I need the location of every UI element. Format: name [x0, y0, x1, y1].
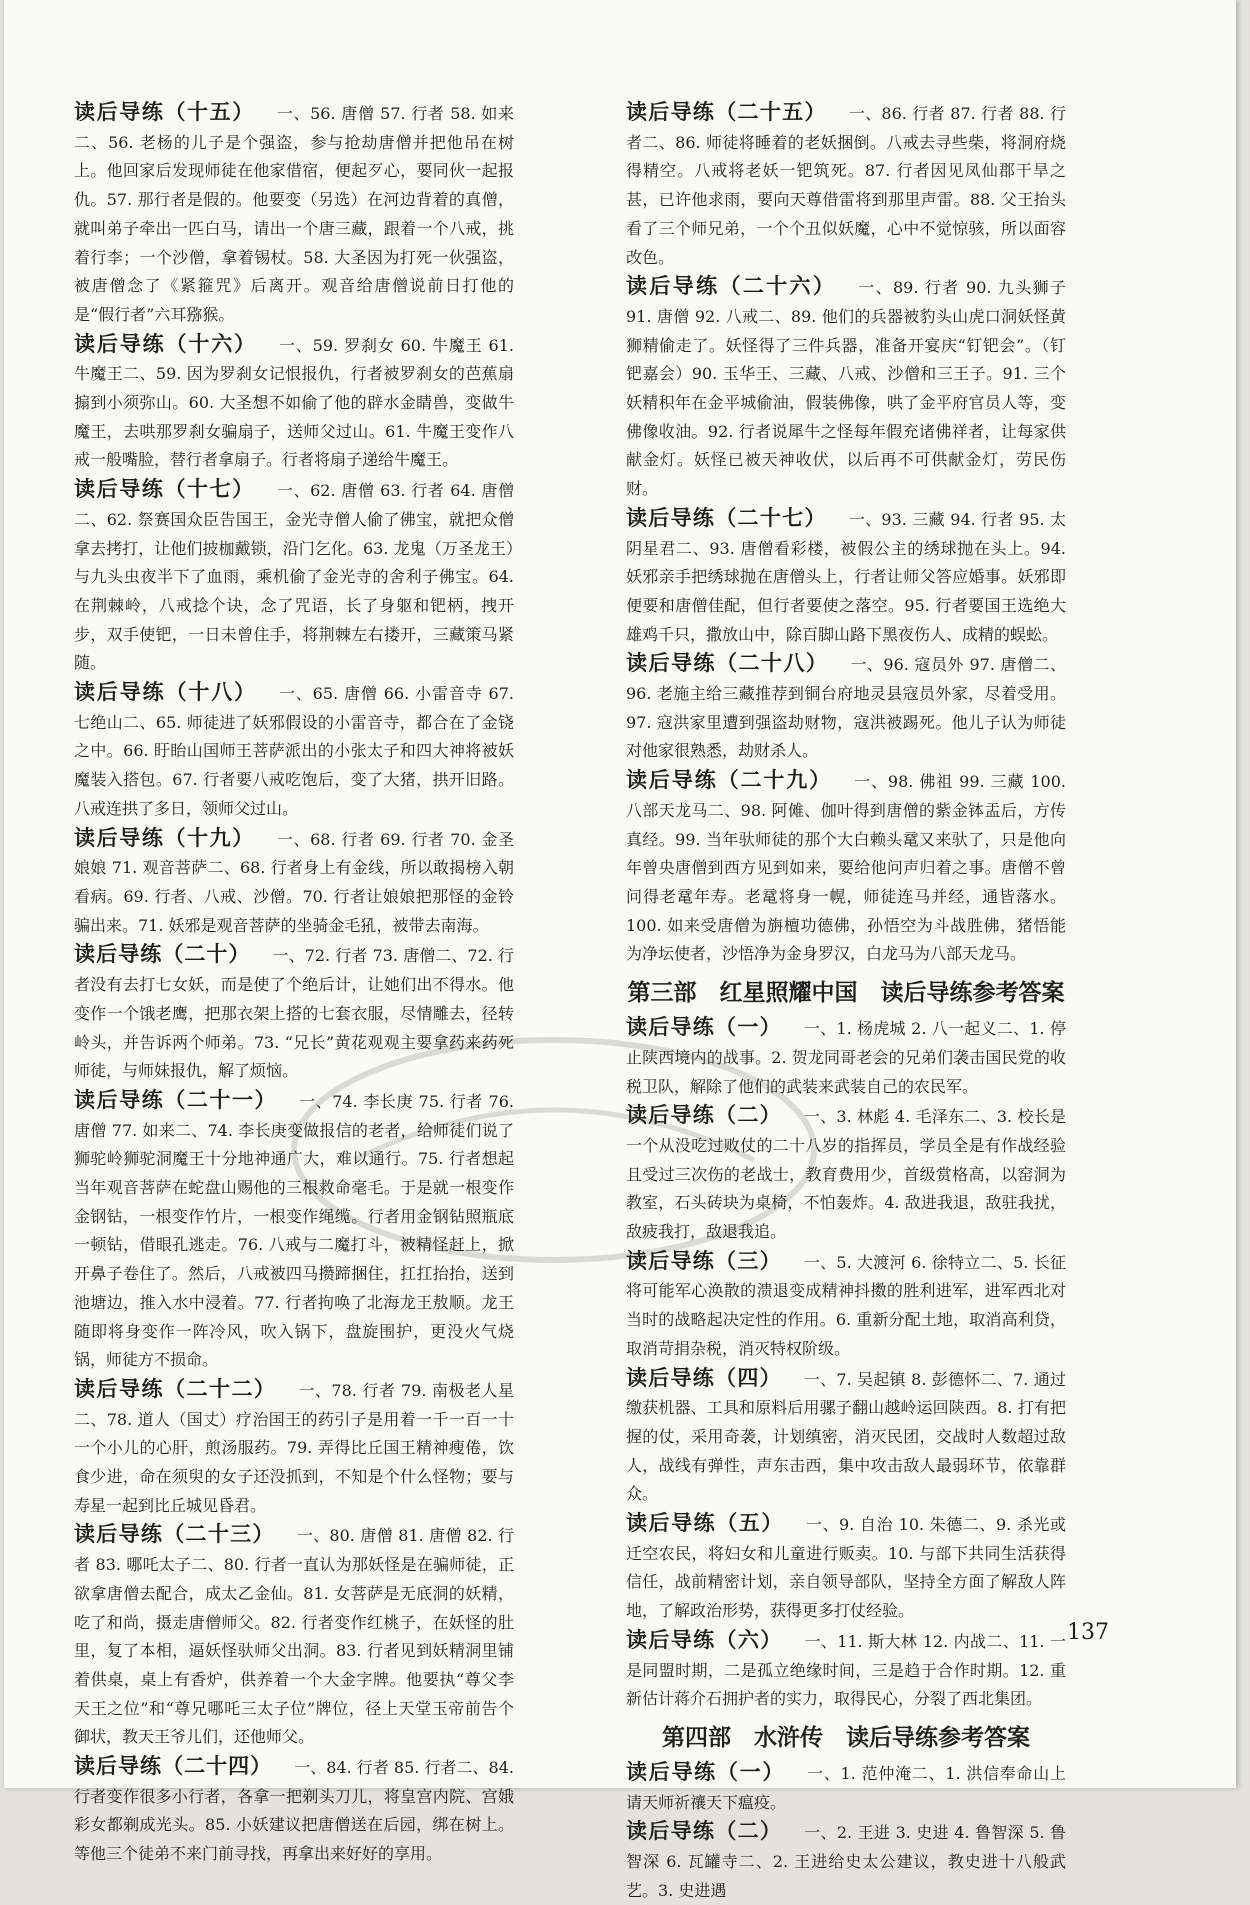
answer-entry — [74, 824, 514, 941]
entry-heading: 读后导练（十九） — [74, 825, 255, 850]
entry-text: 一、62. 唐僧 63. 行者 64. 唐僧二、62. 祭赛国众臣告国王，金光寺僧人偷了佛宝，就把众僧拿去拷打，让他们披枷戴锁，沿门乞化。63. 龙鬼（万圣龙王）与九头虫夜半下了血雨，乘机偷了金光寺的舍利子佛宝。64. 在荆棘岭，八戒捻个诀，念了咒语，长了身躯和钯柄，拽开步，双手使钯，一日未曾住手，将荆棘左右搂开，三藏策马紧随。 — [74, 481, 514, 673]
entry-heading: 读后导练（一） — [626, 1015, 782, 1040]
entry-text: 一、84. 行者 85. 行者二、84. 行者变作很多小行者，各拿一把剃头刀儿，将皇宫内院、宫娥彩女都剃成光头。85. 小妖建议把唐僧送在后园，绑在树上。等他三个徒弟不来门前寻找，再拿出来好好的享用。 — [74, 1758, 514, 1864]
entry-heading: 读后导练（一） — [626, 1759, 786, 1784]
answer-entry — [626, 1364, 1066, 1510]
entry-heading: 读后导练（十六） — [74, 331, 257, 356]
section-title-part3: 第三部 红星照耀中国 读后导练参考答案 — [627, 979, 1065, 1007]
answer-entry — [626, 1626, 1066, 1714]
entry-heading: 读后导练（六） — [626, 1627, 783, 1652]
page-number: 137 — [1067, 1620, 1109, 1645]
left-column — [74, 98, 514, 1869]
entry-text: 一、7. 吴起镇 8. 彭德怀二、7. 通过缴获机器、工具和原料后用骡子翻山越岭运回陕西。8. 打有把握的仗，采用奇袭，计划缜密，消灭民团，交战时人数超过敌人，战线有弹性，声东击西，集中攻击敌人最弱环节，依靠群众。 — [626, 1369, 1066, 1504]
entry-text: 一、98. 佛祖 99. 三藏 100. 八部天龙马二、98. 阿傩、伽叶得到唐僧的紫金钵盂后，方传真经。99. 当年驮师徒的那个大白赖头鼋又来驮了，只是他向年曾央唐僧到西方见到如来，要给他问声归着之事。唐僧不曾问得老鼋年寿。老鼋将身一幌，师徒连马并经，通皆落水。100. 如来受唐僧为旃檀功德佛，孙悟空为斗战胜佛，猪悟能为净坛使者，沙悟净为金身罗汉，白龙马为八部天龙马。 — [626, 772, 1066, 964]
entry-text: 一、89. 行者 90. 九头狮子 91. 唐僧 92. 八戒二、89. 他们的兵器被豹头山虎口洞妖怪黄狮精偷走了。妖怪得了三件兵器，准备开宴庆“钉钯会”。（钉钯嘉会）90. 玉华王、三藏、八戒、沙僧和三王子。91. 三个妖精积年在金平城偷油，假装佛像，哄了金平府官员人等，变佛像收油。92. 行者说犀牛之怪每年假充诸佛祥者，让每家供献金灯。妖怪已被天神收伏，以后再不可供献金灯，劳民伤财。 — [626, 278, 1067, 499]
entry-heading: 读后导练（二十） — [74, 942, 251, 967]
answer-entry — [626, 1101, 1066, 1247]
entry-heading: 读后导练（四） — [626, 1365, 782, 1390]
answer-entry — [74, 330, 514, 476]
entry-text: 一、72. 行者 73. 唐僧二、72. 行者没有去打七女妖，而是使了个绝后计，让她们出不得水。他变作一个饿老鹰，把那衣架上搭的七套衣服，尽情雕去，径转岭头，并告诉两个师弟。73. “兄长”黄花观观主要拿药来药死师徒，与师妹报仇，解了烦恼。 — [74, 946, 514, 1081]
entry-heading: 读后导练（二十一） — [74, 1087, 278, 1112]
entry-text: 一、5. 大渡河 6. 徐特立二、5. 长征将可能军心涣散的溃退变成精神抖擞的胜利进军，进军西北对当时的战略起决定性的作用。6. 重新分配土地，取消高利贷，取消苛捐杂税，消灭特权阶级。 — [626, 1252, 1066, 1358]
answer-entry — [74, 1086, 514, 1375]
entry-text: 一、80. 唐僧 81. 唐僧 82. 行者 83. 哪吒太子二、80. 行者一直认为那妖怪是在骗师徒，正欲拿唐僧去配合，成太乙金仙。81. 女菩萨是无底洞的妖精，吃了和尚，摄走唐僧师父。82. 行者变作红桃子，在妖怪的肚里，复了本相，逼妖怪驮师父出洞。83. 行者见到妖精洞里铺着供桌，桌上有香炉，供养着一个大金字牌。他要执“尊父李天王之位”和“尊兄哪吒三太子位”牌位，径上天堂玉帝前告个御状，教天王爷儿们，还他师父。 — [74, 1526, 514, 1747]
section-title-part4: 第四部 水浒传 读后导练参考答案 — [662, 1723, 1030, 1751]
answer-entry — [626, 1817, 1066, 1905]
answer-entry — [626, 272, 1066, 504]
entry-heading: 读后导练（二十五） — [626, 100, 827, 124]
entry-text: 一、68. 行者 69. 行者 70. 金圣娘娘 71. 观音菩萨二、68. 行者身上有金线，所以敢揭榜入朝看病。69. 行者、八戒、沙僧。70. 行者让娘娘把那怪的金铃骗出来。71. 妖邪是观音菩萨的坐骑金毛犼，被带去南海。 — [74, 829, 514, 935]
answer-entry — [626, 766, 1066, 969]
answer-entry — [626, 504, 1066, 650]
entry-text: 一、93. 三藏 94. 行者 95. 太阴星君二、93. 唐僧看彩楼，被假公主的绣球抛在头上。94. 妖邪亲手把绣球抛在唐僧头上，行者让师父答应婚事。妖邪即便要和唐僧佳配，但行者要使之落空。95. 行者要国王选绝大雄鸡千只，撒放山中，除百脚山路下黑夜伤人、成精的蜈蚣。 — [626, 509, 1066, 644]
entry-heading: 读后导练（二） — [626, 1103, 782, 1128]
answer-entry — [74, 1375, 514, 1521]
answer-entry — [74, 1520, 514, 1752]
entry-heading: 读后导练（二十四） — [74, 1754, 273, 1779]
entry-text: 一、78. 行者 79. 南极老人星二、78. 道人（国丈）疗治国王的药引子是用着一千一百一十一个小儿的心肝，煎汤服药。79. 弄得比丘国王精神瘦倦，饮食少进，命在须臾的女子还没抓到，不知是个什么怪物；要与寿星一起到比丘城见昏君。 — [74, 1380, 515, 1515]
entry-text: 一、2. 王进 3. 史进 4. 鲁智深 5. 鲁智深 6. 瓦罐寺二、2. 王进给史太公建议，教史进十八般武艺。3. 史进遇 — [626, 1823, 1066, 1900]
entry-heading: 读后导练（二十六） — [626, 274, 837, 299]
entry-heading: 读后导练（二十二） — [74, 1376, 277, 1401]
answer-entry — [626, 1013, 1066, 1101]
entry-heading: 读后导练（十七） — [74, 477, 255, 502]
answer-entry — [74, 98, 514, 330]
entry-text: 一、65. 唐僧 66. 小雷音寺 67. 七绝山二、65. 师徒进了妖邪假设的小雷音寺，都合在了金铙之中。66. 盱眙山国师王菩萨派出的小张太子和四大神将被妖魔装入搭包。67. 行者要八戒吃饱后，变了大猪，拱开旧路。八戒连拱了多日，领师父过山。 — [74, 684, 515, 818]
entry-heading: 读后导练（五） — [626, 1511, 784, 1536]
entry-text: 一、59. 罗刹女 60. 牛魔王 61. 牛魔王二、59. 因为罗刹女记恨报仇，行者被罗刹女的芭蕉扇搧到小须弥山。60. 大圣想不如偷了他的辟水金睛兽，变做牛魔王，去哄那罗刹女骗扇子，送师父过山。61. 牛魔王变作八戒一般嘴脸，替行者拿扇子。行者将扇子递给牛魔王。 — [74, 335, 515, 470]
right-column — [626, 98, 1066, 1905]
entry-text: 一、9. 自治 10. 朱德二、9. 杀光或迁空农民，将妇女和儿童进行贩卖。10. 与部下共同生活获得信任，战前精密计划，亲自领导部队，坚持全方面了解敌人阵地，了解政治形势，获得更多打仗经验。 — [626, 1515, 1066, 1621]
entry-text: 一、1. 杨虎城 2. 八一起义二、1. 停止陕西境内的战事。2. 贺龙同哥老会的兄弟们袭击国民党的收税卫队，解除了他们的武装来武装自己的农民军。 — [626, 1019, 1066, 1096]
entry-text: 一、11. 斯大林 12. 内战二、11. 一是同盟时期，二是孤立绝缘时间，三是趋于合作时期。12. 重新估计蒋介石拥护者的实力，取得民心，分裂了西北集团。 — [626, 1631, 1066, 1709]
entry-heading: 读后导练（十五） — [74, 100, 255, 124]
answer-entry — [74, 678, 514, 824]
entry-heading: 读后导练（十八） — [74, 680, 257, 705]
answer-entry — [74, 475, 514, 678]
entry-text: 一、96. 寇员外 97. 唐僧二、96. 老施主给三藏推荐到铜台府地灵县寇员外家，尽着受用。97. 寇洪家里遭到强盗劫财物，寇洪被踢死。他儿子认为师徒对他家很熟悉，劫财杀人。 — [626, 655, 1067, 761]
answer-entry — [626, 1758, 1066, 1817]
workbook-page — [4, 0, 1236, 1900]
entry-heading: 读后导练（二） — [626, 1819, 783, 1844]
entry-text: 一、1. 范仲淹二、1. 洪信奉命山上请天师祈禳天下瘟疫。 — [626, 1763, 1066, 1812]
answer-entry — [74, 1752, 514, 1869]
answer-entry — [626, 98, 1066, 272]
entry-heading: 读后导练（三） — [626, 1248, 782, 1273]
entry-text: 一、56. 唐僧 57. 行者 58. 如来二、56. 老杨的儿子是个强盗，参与抢劫唐僧并把他吊在树上。他回家后发现师徒在他家借宿，便起歹心，要同伙一起报仇。57. 那行者是假的。他要变（另选）在河边背着的真僧，就叫弟子牵出一匹白马，请出一个唐三藏，跟着一个八戒，挑着行李；一个沙僧，拿着锡杖。58. 大圣因为打死一伙强盗，被唐僧念了《紧箍咒》后离开。观音给唐僧说前日打他的是“假行者”六耳猕猴。 — [74, 104, 514, 324]
answer-entry — [626, 649, 1066, 766]
entry-heading: 读后导练（二十八） — [626, 651, 829, 676]
entry-text: 一、86. 行者 87. 行者 88. 行者二、86. 师徒将睡着的老妖捆倒。八戒去寻些柴，将洞府烧得精空。八戒将老妖一钯筑死。87. 行者因见凤仙郡干旱之甚，已许他求雨，要向天尊借雷将到那里声雷。88. 父王抬头看了三个师兄弟，一个个丑似妖魔，心中不觉惊骇，所以面容改色。 — [626, 104, 1066, 267]
entry-text: 一、3. 林彪 4. 毛泽东二、3. 校长是一个从没吃过败仗的二十八岁的指挥员，学员全是有作战经验且受过三次伤的老战士，教育费用少，首级赏格高，以窑洞为教室，石头砖块为桌椅，不怕轰炸。4. 敌进我退，敌驻我扰，敌疲我打，敌退我追。 — [626, 1107, 1066, 1242]
entry-heading: 读后导练（二十九） — [626, 768, 833, 793]
answer-entry — [626, 1247, 1066, 1364]
entry-heading: 读后导练（二十三） — [74, 1522, 275, 1547]
answer-entry — [626, 1509, 1066, 1626]
entry-text: 一、74. 李长庚 75. 行者 76. 唐僧 77. 如来二、74. 李长庚变做报信的老者，给师徒们说了狮驼岭狮驼洞魔王十分地神通广大，难以通行。75. 行者想起当年观音菩萨在蛇盘山赐他的三根救命毫毛。于是就一根变作金钢钻，一根变作竹片，一根变作绳缆。行者用金钢钻照瓶底一顿钻，借眼孔逃走。76. 八戒与二魔打斗，被精怪赶上，掀开鼻子卷住了。然后，八戒被四马攒蹄捆住，扛扛抬抬，送到池塘边，推入水中浸着。77. 行者拘唤了北海龙王敖顺。龙王随即将身变作一阵冷风，吹入锅下，盘旋围护，更没火气烧锅，师徒方不损命。 — [74, 1091, 514, 1370]
answer-entry — [74, 940, 514, 1086]
entry-heading: 读后导练（二十七） — [626, 505, 827, 530]
